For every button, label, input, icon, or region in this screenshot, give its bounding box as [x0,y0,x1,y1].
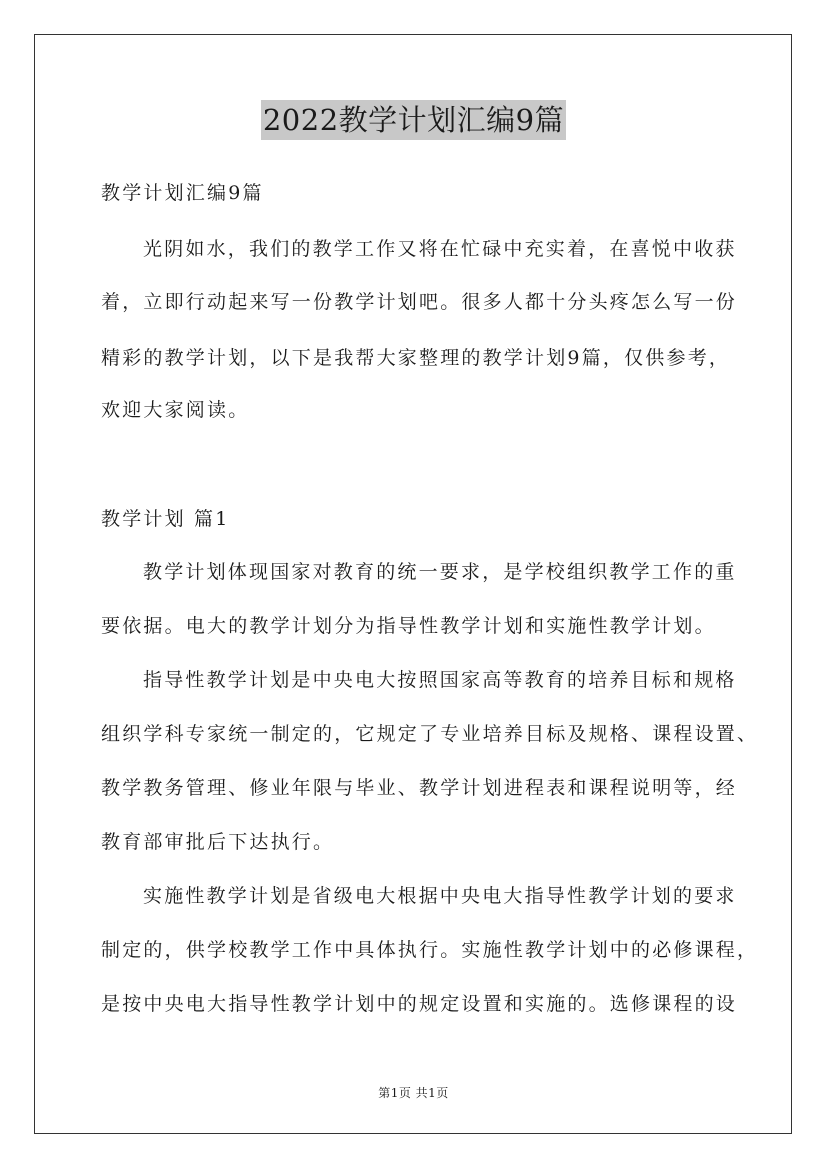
title-container [0,100,827,140]
paragraph-line: 实施性教学计划是省级电大根据中央电大指导性教学计划的要求 [143,885,737,907]
document-subtitle: 教学计划汇编9篇 [101,182,264,204]
section-heading: 教学计划 篇1 [101,508,230,530]
intro-line: 光阴如水，我们的教学工作又将在忙碌中充实着，在喜悦中收获 [143,238,737,260]
page-footer: 第1页 共1页 [378,1086,449,1100]
intro-line: 欢迎大家阅读。 [101,399,250,421]
paragraph-line: 是按中央电大指导性教学计划中的规定设置和实施的。选修课程的设 [101,993,738,1015]
paragraph-line: 教育部审批后下达执行。 [101,831,335,853]
paragraph-line: 要依据。电大的教学计划分为指导性教学计划和实施性教学计划。 [101,615,716,637]
paragraph-line: 教学计划体现国家对教育的统一要求，是学校组织教学工作的重 [143,561,737,583]
paragraph-line: 指导性教学计划是中央电大按照国家高等教育的培养目标和规格 [143,669,737,691]
paragraph-line: 制定的，供学校教学工作中具体执行。实施性教学计划中的必修课程， [101,939,759,961]
document-title: 2022教学计划汇编9篇 [261,100,566,140]
paragraph-line: 组织学科专家统一制定的，它规定了专业培养目标及规格、课程设置、 [101,723,759,745]
paragraph-line: 教学教务管理、修业年限与毕业、教学计划进程表和课程说明等，经 [101,777,738,799]
intro-line: 精彩的教学计划，以下是我帮大家整理的教学计划9篇，仅供参考， [101,347,731,369]
intro-line: 着，立即行动起来写一份教学计划吧。很多人都十分头疼怎么写一份 [101,291,738,313]
